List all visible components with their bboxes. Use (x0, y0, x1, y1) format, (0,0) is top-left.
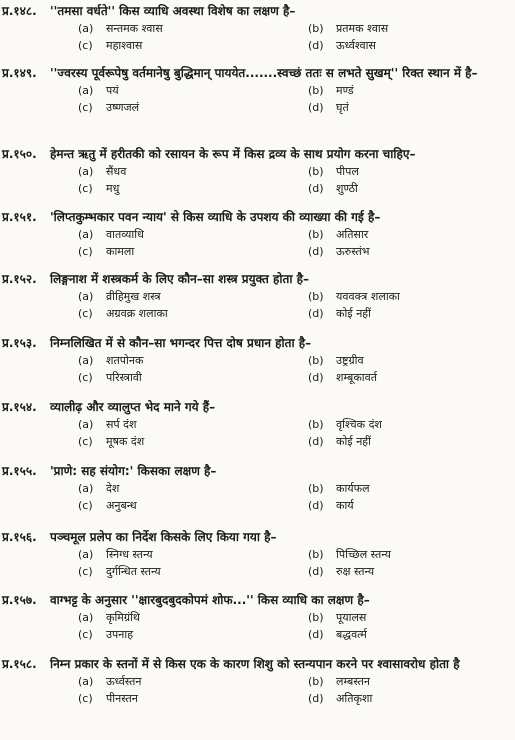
option-d (308, 563, 515, 580)
option-a (78, 546, 308, 563)
option-label: (d) (308, 307, 324, 320)
option-label: (c) (78, 101, 93, 114)
option-text: कार्य (336, 499, 354, 512)
option-text: सर्प दंश (106, 418, 137, 431)
option-label: (d) (308, 565, 324, 578)
option-text: उपनाह (106, 628, 134, 641)
option-label: (a) (78, 675, 94, 688)
question-150 (0, 145, 515, 197)
question-number: प्र.१४९. (2, 66, 37, 80)
option-label: (a) (78, 611, 94, 624)
option-label: (b) (308, 482, 324, 495)
option-a (78, 82, 308, 99)
option-text: व्रीहिमुख शस्त्र (106, 290, 161, 303)
option-text: स्निग्ध स्तन्य (106, 548, 153, 561)
option-label: (c) (78, 435, 93, 448)
option-c (78, 99, 308, 116)
option-text: दुर्गन्धित स्तन्य (106, 565, 161, 578)
question-153 (0, 334, 515, 386)
option-text: पूयालस (336, 611, 367, 624)
question-number: प्र.१५४. (2, 400, 37, 414)
question-text: ''ज्वरस्य पूर्वरूपेषु वर्तमानेषु बुद्धिमान् पाययेत.......स्वच्छं ततः स लभते सुखम्'' रिक्त स्थान में है– (50, 66, 478, 80)
option-b (308, 352, 515, 369)
option-label: (b) (308, 84, 324, 97)
option-b (308, 226, 515, 243)
option-d (308, 180, 515, 197)
option-text: ऊर्ध्वस्तन (106, 675, 142, 688)
option-text: रुक्ष स्तन्य (336, 565, 375, 578)
option-label: (a) (78, 22, 94, 35)
question-number: प्र.१५५. (2, 464, 37, 478)
option-text: ऊर्ध्वश्वास (336, 39, 376, 52)
option-b (308, 163, 515, 180)
option-d (308, 369, 515, 386)
option-text: वातव्याधि (106, 228, 144, 241)
option-c (78, 305, 308, 322)
option-text: सैंधव (106, 165, 127, 178)
option-label: (b) (308, 22, 324, 35)
option-label: (a) (78, 165, 94, 178)
option-label: (d) (308, 435, 324, 448)
option-text: वृश्चिक दंश (336, 418, 382, 431)
option-text: मण्डं (336, 84, 354, 97)
option-label: (b) (308, 548, 324, 561)
option-text: शुण्ठी (336, 182, 358, 195)
option-a (78, 352, 308, 369)
option-text: पीनस्तन (106, 692, 138, 705)
option-text: मूषक दंश (106, 435, 145, 448)
option-c (78, 369, 308, 386)
option-label: (b) (308, 165, 324, 178)
option-a (78, 609, 308, 626)
option-a (78, 288, 308, 305)
option-text: ऊरुस्तंभ (336, 245, 370, 258)
option-label: (c) (78, 39, 93, 52)
option-text: यववक्त्र शलाका (336, 290, 400, 303)
option-b (308, 480, 515, 497)
option-label: (d) (308, 628, 324, 641)
option-d (308, 626, 515, 643)
question-156 (0, 528, 515, 580)
option-label: (a) (78, 354, 94, 367)
option-text: मधु (106, 182, 120, 195)
option-label: (b) (308, 290, 324, 303)
question-text: व्यालीढ़ और व्यालुप्त भेद माने गये हैं– (50, 400, 216, 414)
option-label: (c) (78, 371, 93, 384)
option-text: शतपोनक (106, 354, 144, 367)
option-a (78, 416, 308, 433)
option-text: शम्बूकावर्त (336, 371, 378, 384)
question-155 (0, 462, 515, 514)
option-d (308, 99, 515, 116)
option-label: (b) (308, 354, 324, 367)
option-text: महाश्वास (106, 39, 143, 52)
option-label: (c) (78, 565, 93, 578)
option-b (308, 416, 515, 433)
question-number: प्र.१४८. (2, 4, 37, 18)
option-text: पिच्छिल स्तन्य (336, 548, 391, 561)
option-label: (d) (308, 692, 324, 705)
question-text: हेमन्त ऋतु में हरीतकी को रसायन के रूप में किस द्रव्य के साथ प्रयोग करना चाहिए– (50, 147, 416, 161)
option-text: अनुबन्ध (106, 499, 137, 512)
option-b (308, 673, 515, 690)
option-label: (b) (308, 675, 324, 688)
question-number: प्र.१५२. (2, 272, 37, 286)
option-text: कृमिग्रंथि (106, 611, 140, 624)
option-c (78, 563, 308, 580)
option-b (308, 288, 515, 305)
question-158 (0, 655, 515, 707)
option-a (78, 480, 308, 497)
question-text: 'प्राणे: सह संयोग:' किसका लक्षण है– (50, 464, 217, 478)
option-label: (d) (308, 101, 324, 114)
question-number: प्र.१५७. (2, 593, 37, 607)
option-text: बद्धवर्त्म (336, 628, 367, 641)
question-text: 'लिप्तकुम्भकार पवन न्याय' से किस व्याधि के उपशय की व्याख्या की गई है– (50, 210, 381, 224)
option-label: (b) (308, 228, 324, 241)
question-text: लिङ्गनाश में शस्त्रकर्म के लिए कौन–सा शस्त्र प्रयुक्त होता है– (50, 272, 310, 286)
option-label: (c) (78, 628, 93, 641)
option-text: देश (106, 482, 120, 495)
option-label: (a) (78, 228, 94, 241)
question-number: प्र.१५३. (2, 336, 37, 350)
option-text: पयं (106, 84, 119, 97)
option-text: घृतं (336, 101, 349, 114)
option-label: (a) (78, 84, 94, 97)
option-text: कामला (106, 245, 135, 258)
option-b (308, 20, 515, 37)
option-label: (d) (308, 245, 324, 258)
option-label: (b) (308, 418, 324, 431)
question-text: निम्नलिखित में से कौन–सा भगन्दर पित्त दोष प्रधान होता है– (50, 336, 312, 350)
option-text: कोई नहीं (336, 435, 371, 448)
option-label: (c) (78, 307, 93, 320)
question-154 (0, 398, 515, 450)
option-label: (c) (78, 499, 93, 512)
option-c (78, 433, 308, 450)
option-label: (a) (78, 548, 94, 561)
option-text: परिस्त्रावी (106, 371, 142, 384)
option-label: (d) (308, 182, 324, 195)
option-c (78, 690, 308, 707)
option-text: कार्यफल (336, 482, 370, 495)
option-a (78, 20, 308, 37)
question-148 (0, 2, 515, 54)
question-152 (0, 270, 515, 322)
question-text: पञ्चमूल प्रलेप का निर्देश किसके लिए किया गया है– (50, 530, 277, 544)
option-d (308, 690, 515, 707)
option-label: (a) (78, 482, 94, 495)
option-text: अग्रवक्र शलाका (106, 307, 168, 320)
option-a (78, 226, 308, 243)
option-text: सन्तमक श्वास (106, 22, 163, 35)
question-number: प्र.१५६. (2, 530, 37, 544)
option-text: पीपल (336, 165, 359, 178)
question-151 (0, 208, 515, 260)
option-d (308, 37, 515, 54)
question-149 (0, 64, 515, 116)
option-text: अतिकृशा (336, 692, 373, 705)
question-number: प्र.१५०. (2, 147, 37, 161)
option-label: (a) (78, 418, 94, 431)
question-text: ''तमसा वर्धते'' किस व्याधि अवस्था विशेष का लक्षण है– (50, 4, 296, 18)
option-b (308, 82, 515, 99)
option-label: (d) (308, 499, 324, 512)
option-a (78, 673, 308, 690)
option-d (308, 243, 515, 260)
question-text: निम्न प्रकार के स्तनों में से किस एक के कारण शिशु को स्तन्यपान करने पर श्वासावरोध होता है (50, 657, 460, 671)
option-label: (b) (308, 611, 324, 624)
option-text: प्रतमक श्वास (336, 22, 389, 35)
option-label: (c) (78, 245, 93, 258)
option-c (78, 497, 308, 514)
option-d (308, 433, 515, 450)
question-number: प्र.१५८. (2, 657, 37, 671)
option-label: (a) (78, 290, 94, 303)
option-label: (c) (78, 692, 93, 705)
option-text: लम्बस्तन (336, 675, 370, 688)
option-text: अतिसार (336, 228, 369, 241)
option-d (308, 497, 515, 514)
option-text: कोई नहीं (336, 307, 371, 320)
option-label: (d) (308, 39, 324, 52)
option-b (308, 609, 515, 626)
question-157 (0, 591, 515, 643)
option-c (78, 243, 308, 260)
option-c (78, 626, 308, 643)
option-c (78, 180, 308, 197)
option-c (78, 37, 308, 54)
option-d (308, 305, 515, 322)
option-text: उष्ट्रग्रीव (336, 354, 364, 367)
option-label: (d) (308, 371, 324, 384)
option-a (78, 163, 308, 180)
question-text: वाग्भट्ट के अनुसार ''क्षारबुदबुदकोपमं शोफ...'' किस व्याधि का लक्षण है– (50, 593, 370, 607)
option-b (308, 546, 515, 563)
option-label: (c) (78, 182, 93, 195)
question-number: प्र.१५१. (2, 210, 37, 224)
option-text: उष्णजलं (106, 101, 140, 114)
